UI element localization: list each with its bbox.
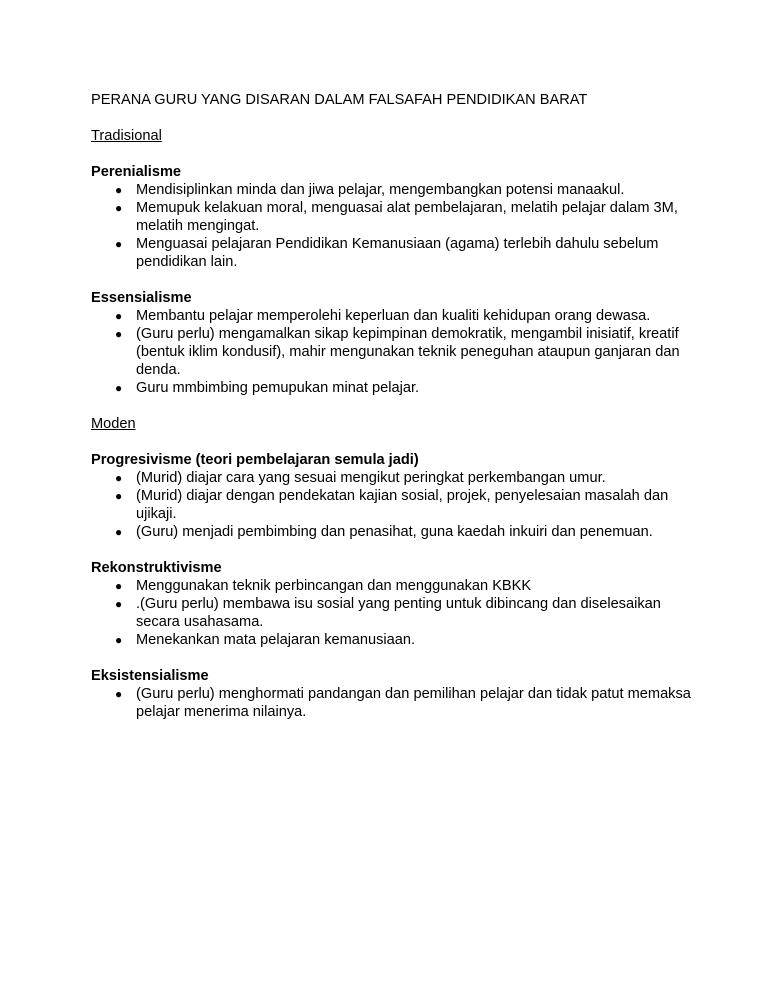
bullet-icon: ● bbox=[115, 471, 123, 485]
bullet-icon: ● bbox=[115, 687, 123, 701]
bullet-icon: ● bbox=[115, 309, 123, 323]
section-heading: Eksistensialisme bbox=[91, 668, 209, 684]
section-heading: Essensialisme bbox=[91, 290, 192, 306]
bullet-list bbox=[91, 469, 691, 541]
list-item: ● Memupuk kelakuan moral, menguasai alat pembelajaran, melatih pelajar dalam 3M, melatih mengingat. bbox=[115, 200, 678, 234]
bullet-icon: ● bbox=[115, 183, 123, 197]
bullet-icon: ● bbox=[115, 237, 123, 251]
list-item: ● (Guru perlu) mengamalkan sikap kepimpinan demokratik, mengambil inisiatif, kreatif (bentuk iklim kondusif), mahir mengunakan teknik peneguhan ataupun ganjaran dan denda. bbox=[115, 326, 680, 378]
bullet-icon: ● bbox=[115, 381, 123, 395]
bullet-list bbox=[91, 307, 691, 397]
section-progresivisme bbox=[91, 451, 691, 541]
list-item: ● .(Guru perlu) membawa isu sosial yang penting untuk dibincang dan diselesaikan secara usahasama. bbox=[115, 596, 661, 630]
list-item: ● Menekankan mata pelajaran kemanusiaan. bbox=[115, 632, 416, 648]
document-page bbox=[91, 91, 691, 739]
bullet-icon: ● bbox=[115, 525, 123, 539]
list-item: ● Menggunakan teknik perbincangan dan menggunakan KBKK bbox=[115, 578, 532, 594]
list-item: ● Mendisiplinkan minda dan jiwa pelajar, mengembangkan potensi manaakul. bbox=[115, 182, 625, 198]
section-heading: Perenialisme bbox=[91, 164, 182, 180]
list-item: ● (Guru) menjadi pembimbing dan penasihat, guna kaedah inkuiri dan penemuan. bbox=[115, 524, 653, 540]
section-perenialisme bbox=[91, 163, 691, 271]
section-essensialisme bbox=[91, 289, 691, 397]
bullet-icon: ● bbox=[115, 201, 123, 215]
group-label-tradisional: Tradisional bbox=[91, 128, 162, 144]
bullet-list bbox=[91, 685, 691, 721]
bullet-icon: ● bbox=[115, 633, 123, 647]
bullet-icon: ● bbox=[115, 597, 123, 611]
section-heading: Rekonstruktivisme bbox=[91, 560, 222, 576]
list-item: ● Menguasai pelajaran Pendidikan Kemanusiaan (agama) terlebih dahulu sebelum pendidikan lain. bbox=[115, 236, 659, 270]
bullet-icon: ● bbox=[115, 327, 123, 341]
list-item: ● (Murid) diajar cara yang sesuai mengikut peringkat perkembangan umur. bbox=[115, 470, 606, 486]
list-item: ● (Guru perlu) menghormati pandangan dan pemilihan pelajar dan tidak patut memaksa pelajar menerima nilainya. bbox=[115, 686, 691, 720]
bullet-list bbox=[91, 577, 691, 649]
document-title: PERANA GURU YANG DISARAN DALAM FALSAFAH PENDIDIKAN BARAT bbox=[91, 92, 588, 108]
section-eksistensialisme bbox=[91, 667, 691, 721]
list-item: ● Membantu pelajar memperolehi keperluan dan kualiti kehidupan orang dewasa. bbox=[115, 308, 651, 324]
bullet-list bbox=[91, 181, 691, 271]
bullet-icon: ● bbox=[115, 489, 123, 503]
list-item: ● (Murid) diajar dengan pendekatan kajian sosial, projek, penyelesaian masalah dan ujikaji. bbox=[115, 488, 669, 522]
group-label-moden: Moden bbox=[91, 416, 136, 432]
list-item: ● Guru mmbimbing pemupukan minat pelajar. bbox=[115, 380, 420, 396]
section-rekonstruktivisme bbox=[91, 559, 691, 649]
section-heading: Progresivisme (teori pembelajaran semula jadi) bbox=[91, 452, 419, 468]
bullet-icon: ● bbox=[115, 579, 123, 593]
